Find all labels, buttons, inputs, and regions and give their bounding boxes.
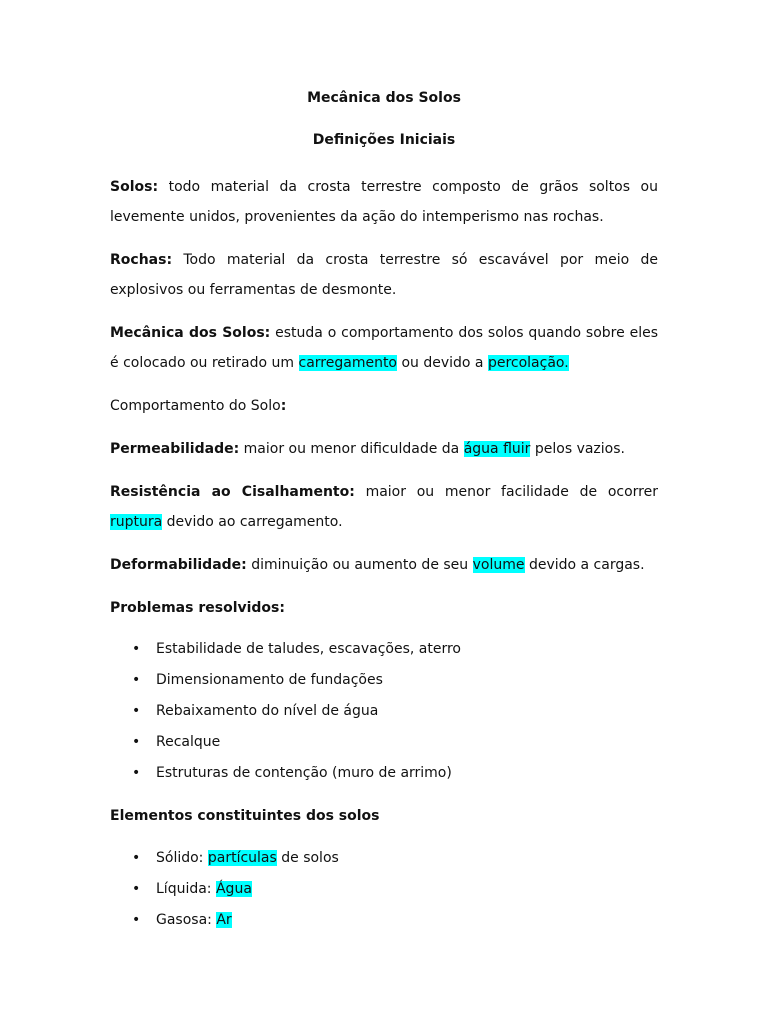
solido-label: Sólido: [156,850,208,866]
document-subtitle: Definições Iniciais [312,132,456,148]
highlight-agua-fluir: água fluir [463,441,531,457]
term-mecanica: Mecânica dos Solos: [110,325,271,341]
list-item: • Recalque [110,727,658,758]
definition-deformabilidade [110,550,658,580]
term-permeabilidade: Permeabilidade: [110,441,240,457]
highlight-ar: Ar [216,912,232,928]
text-mecanica-2: ou devido a [397,355,488,371]
gasosa-label: Gasosa: [156,912,217,928]
list-item-solido [110,843,658,874]
list-item: • Estruturas de contenção (muro de arrimo) [110,758,658,789]
list-item-gasosa [110,905,658,936]
definition-mecanica [110,318,658,378]
text-solos: todo material da crosta terrestre composto de grãos soltos ou levemente unidos, provenientes da ação do intemperismo nas rochas. [110,179,658,225]
comportamento-heading [110,391,658,421]
list-item: • Estabilidade de taludes, escavações, aterro [110,634,658,665]
definition-rochas [110,245,658,305]
definition-permeabilidade [110,434,658,464]
highlight-particulas: partículas [207,850,277,866]
text-mecanica-1: estuda o comportamento dos solos quando sobre eles é colocado ou retirado um [110,325,658,371]
definition-solos [110,172,658,232]
elementos-heading: Elementos constituintes dos solos [110,808,380,824]
text-resistencia-1: maior ou menor facilidade de ocorrer [354,484,659,500]
definition-resistencia [110,477,658,537]
term-rochas: Rochas: [110,252,173,268]
highlight-ruptura: ruptura [110,514,163,530]
document-title: Mecânica dos Solos [307,90,461,106]
solido-rest: de solos [276,850,339,866]
problemas-list [110,634,658,789]
text-permeabilidade-1: maior ou menor dificuldade da [239,441,464,457]
comportamento-heading-text: Comportamento do Solo [110,398,281,414]
text-deformabilidade-1: diminuição ou aumento de seu [246,557,473,573]
highlight-carregamento: carregamento [298,355,397,371]
text-deformabilidade-2: devido a cargas. [524,557,645,573]
term-deformabilidade: Deformabilidade: [110,557,247,573]
text-resistencia-2: devido ao carregamento. [162,514,343,530]
document-page [110,88,658,936]
highlight-volume: volume [472,557,525,573]
term-solos: Solos: [110,179,159,195]
text-permeabilidade-2: pelos vazios. [530,441,625,457]
list-item: • Rebaixamento do nível de água [110,696,658,727]
term-resistencia: Resistência ao Cisalhamento: [110,484,355,500]
highlight-agua: Água [215,881,252,897]
text-rochas: Todo material da crosta terrestre só escavável por meio de explosivos ou ferramentas de desmonte. [110,252,658,298]
list-item: • Dimensionamento de fundações [110,665,658,696]
elementos-list [110,843,658,936]
liquida-label: Líquida: [156,881,216,897]
list-item-liquida [110,874,658,905]
highlight-percolacao: percolação. [487,355,569,371]
comportamento-heading-colon: : [280,398,287,414]
problemas-heading: Problemas resolvidos: [110,600,285,616]
